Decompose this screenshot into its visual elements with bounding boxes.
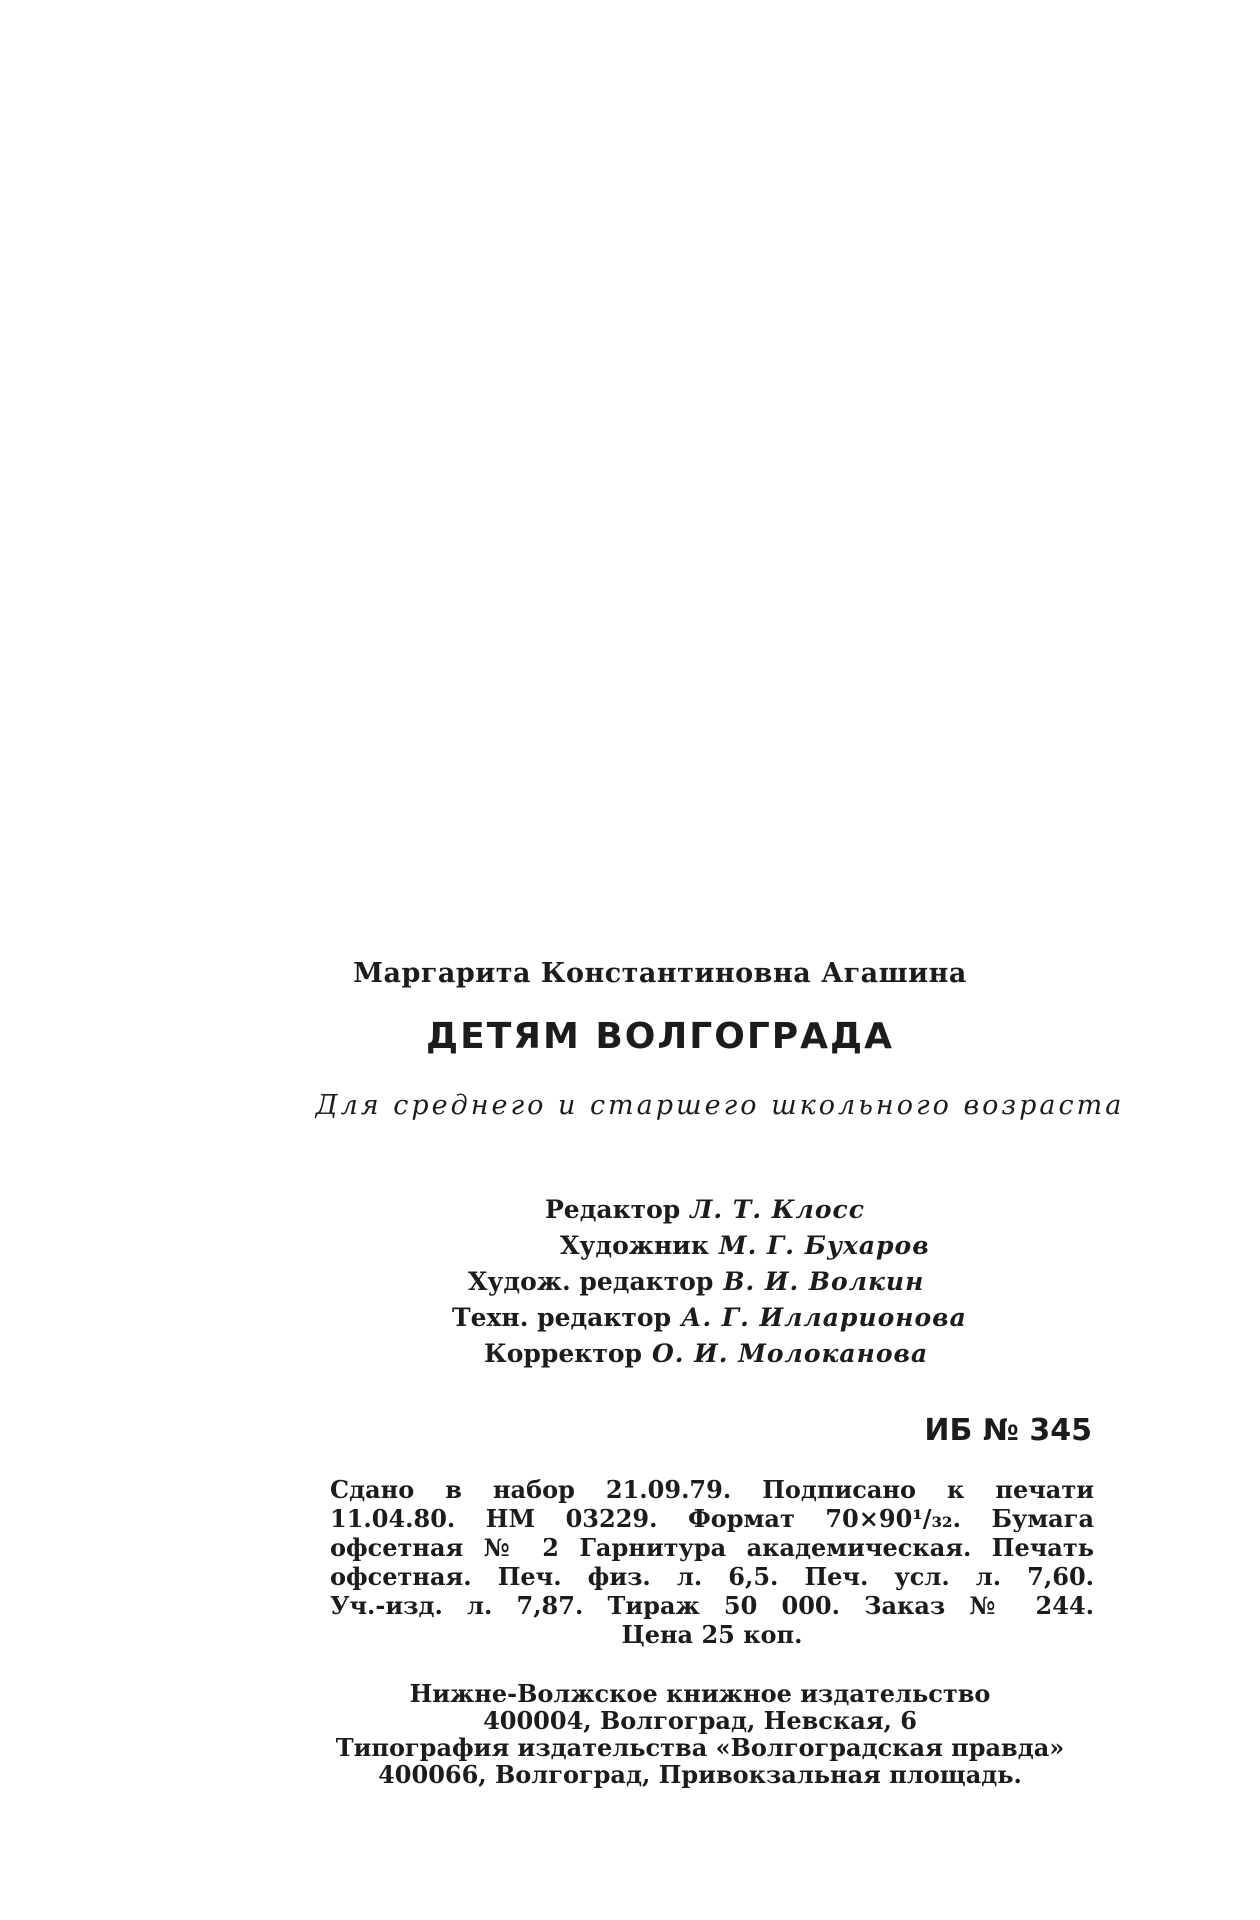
credit-tech-editor [452, 1303, 967, 1333]
publisher-address: 400004, Волгоград, Невская, 6 [483, 1706, 917, 1735]
credit-role: Корректор [484, 1339, 642, 1368]
imprint-line: 11.04.80. НМ 03229. Формат 70×90¹/₃₂. Бумага [330, 1504, 1094, 1533]
credit-person: В. И. Волкин [723, 1267, 925, 1296]
author-name: Маргарита Константиновна Агашина [353, 958, 967, 989]
credit-person: О. И. Молоканова [651, 1339, 929, 1368]
credit-artist [560, 1231, 930, 1261]
audience-subtitle: Для среднего и старшего школьного возраста [315, 1090, 1125, 1121]
book-title: ДЕТЯМ ВОЛГОГРАДА [426, 1016, 894, 1057]
printer-address: 400066, Волгоград, Привокзальная площадь. [378, 1760, 1022, 1789]
credit-role: Художник [560, 1231, 709, 1260]
credit-proofreader [484, 1339, 928, 1369]
publisher-block [260, 1680, 1140, 1788]
credit-art-editor [468, 1267, 924, 1297]
credit-person: М. Г. Бухаров [718, 1231, 930, 1260]
printer-name: Типография издательства «Волгоградская правда» [335, 1733, 1065, 1762]
ib-number: ИБ № 345 [924, 1413, 1092, 1448]
imprint-block [330, 1475, 1094, 1649]
publisher-name: Нижне-Волжское книжное издательство [409, 1679, 991, 1708]
credit-editor [545, 1195, 865, 1225]
credit-person: А. Г. Илларионова [681, 1303, 967, 1332]
imprint-line: офсетная. Печ. физ. л. 6,5. Печ. усл. л. 7,60. [330, 1562, 1094, 1591]
credit-role: Худож. редактор [468, 1267, 714, 1296]
imprint-line: Сдано в набор 21.09.79. Подписано к печати [330, 1475, 1094, 1504]
imprint-line: Уч.-изд. л. 7,87. Тираж 50 000. Заказ № 244. [330, 1591, 1094, 1620]
credit-role: Техн. редактор [452, 1303, 672, 1332]
price-line: Цена 25 коп. [621, 1620, 803, 1649]
credit-role: Редактор [545, 1195, 681, 1224]
credit-person: Л. Т. Клосс [690, 1195, 865, 1224]
imprint-line: офсетная № 2 Гарнитура академическая. Печать [330, 1533, 1094, 1562]
